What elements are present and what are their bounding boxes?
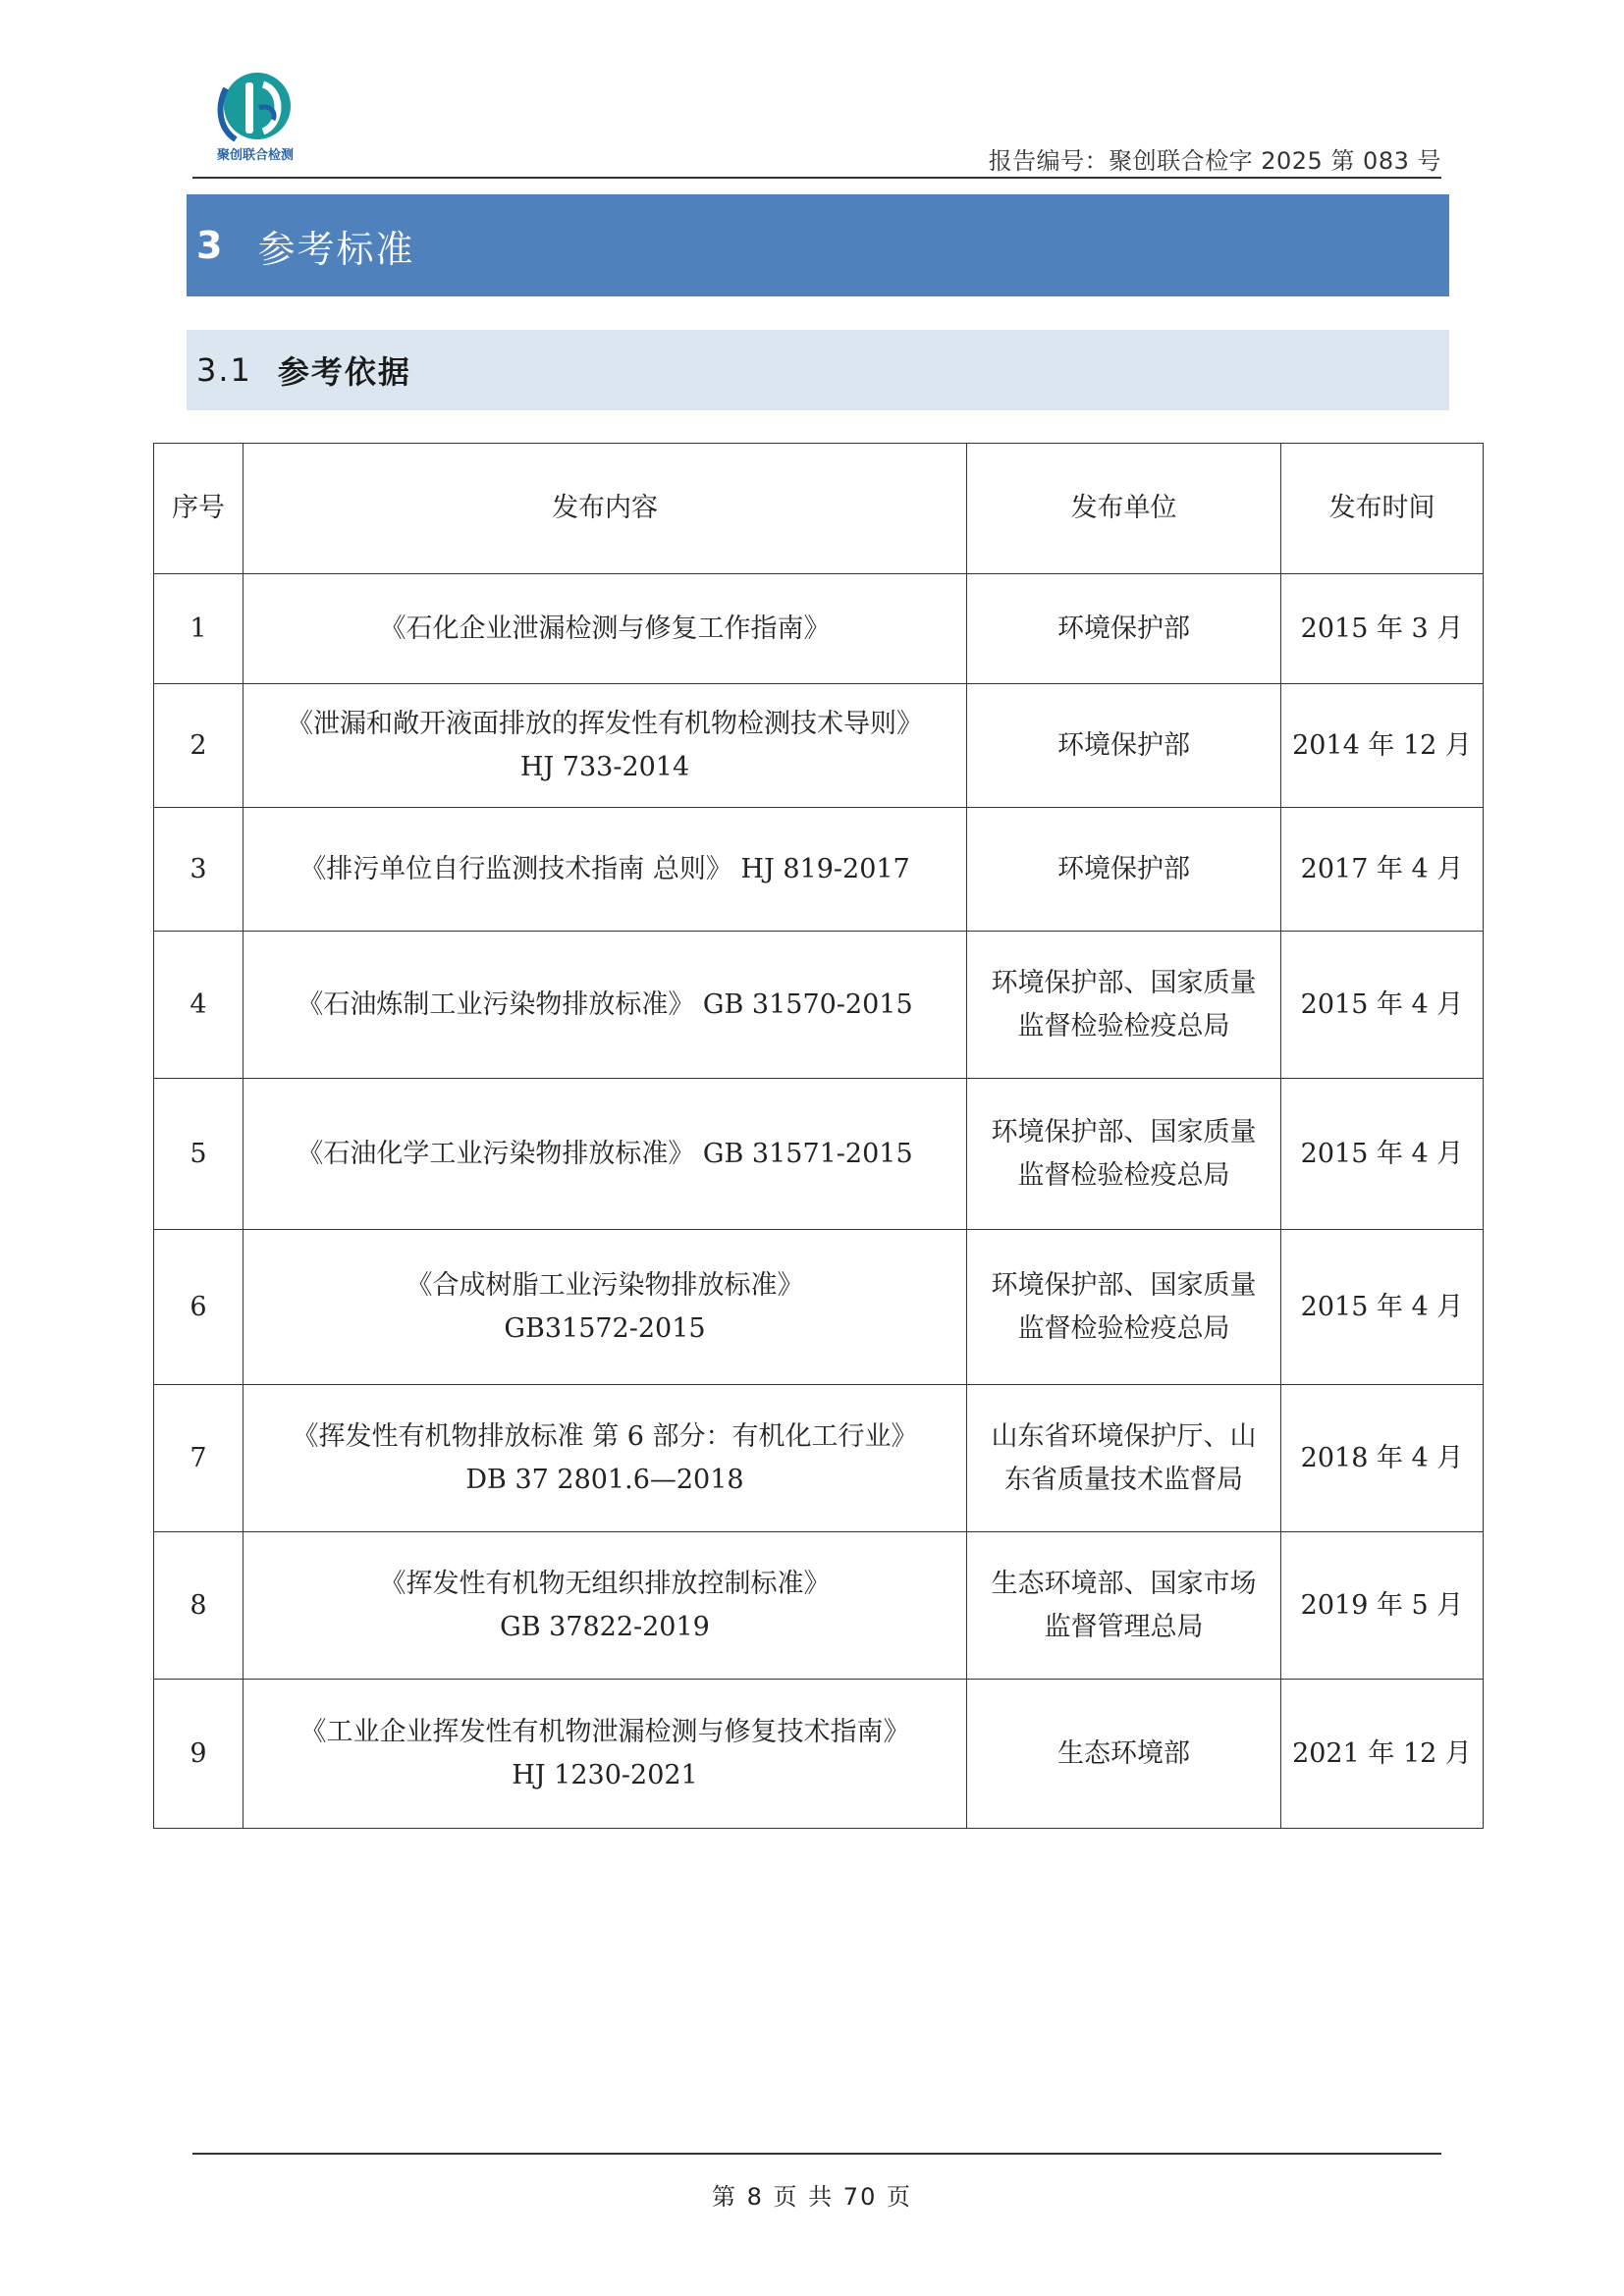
unit-line: 环境保护部、国家质量 bbox=[991, 1116, 1257, 1148]
row-date: 2015 年 3 月 bbox=[1281, 574, 1484, 684]
unit-line: 生态环境部 bbox=[1057, 1737, 1190, 1769]
subsection-title: 参考依据 bbox=[277, 353, 411, 391]
row-content bbox=[244, 574, 967, 684]
row-number: 4 bbox=[154, 932, 244, 1079]
table-row bbox=[154, 932, 1484, 1079]
content-line: 《泄漏和敞开液面排放的挥发性有机物检测技术导则》 bbox=[287, 708, 923, 739]
row-number: 1 bbox=[154, 574, 244, 684]
table-row bbox=[154, 808, 1484, 932]
section-title: 参考标准 bbox=[257, 227, 415, 271]
row-unit bbox=[967, 1680, 1281, 1829]
row-date: 2014 年 12 月 bbox=[1281, 684, 1484, 808]
row-content bbox=[244, 1230, 967, 1385]
unit-line: 山东省环境保护厅、山 bbox=[991, 1420, 1257, 1452]
table-row bbox=[154, 1079, 1484, 1230]
content-line: GB31572-2015 bbox=[504, 1312, 706, 1344]
row-date: 2018 年 4 月 bbox=[1281, 1385, 1484, 1532]
content-line: 《排污单位自行监测技术指南 总则》 HJ 819-2017 bbox=[299, 853, 910, 884]
unit-line: 环境保护部、国家质量 bbox=[991, 967, 1257, 998]
section-number: 3 bbox=[196, 224, 225, 267]
content-line: GB 37822-2019 bbox=[500, 1611, 710, 1642]
content-line: HJ 1230-2021 bbox=[512, 1759, 698, 1790]
row-unit bbox=[967, 1230, 1281, 1385]
row-number: 5 bbox=[154, 1079, 244, 1230]
content-line: 《石油炼制工业污染物排放标准》 GB 31570-2015 bbox=[297, 988, 913, 1020]
standards-table bbox=[153, 443, 1484, 1829]
page-number: 第 8 页 共 70 页 bbox=[712, 2183, 912, 2211]
report-number: 报告编号：聚创联合检字 2025 第 083 号 bbox=[988, 147, 1441, 175]
table-row bbox=[154, 574, 1484, 684]
header-cell-no: 序号 bbox=[154, 444, 244, 574]
row-unit bbox=[967, 808, 1281, 932]
row-number: 8 bbox=[154, 1532, 244, 1680]
header-rule bbox=[192, 177, 1441, 179]
unit-line: 环境保护部 bbox=[1057, 729, 1190, 761]
row-unit bbox=[967, 574, 1281, 684]
unit-line: 监督检验检疫总局 bbox=[1017, 1010, 1230, 1041]
unit-line: 环境保护部 bbox=[1057, 853, 1190, 884]
section-heading bbox=[187, 194, 1449, 296]
row-content bbox=[244, 684, 967, 808]
content-line: 《工业企业挥发性有机物泄漏检测与修复技术指南》 bbox=[299, 1716, 910, 1747]
row-content bbox=[244, 1385, 967, 1532]
company-logo bbox=[196, 69, 314, 167]
content-line: 《合成树脂工业污染物排放标准》 bbox=[406, 1269, 804, 1301]
content-line: DB 37 2801.6—2018 bbox=[465, 1464, 744, 1495]
logo-text: 聚创联合检测 bbox=[216, 148, 295, 163]
unit-line: 监督管理总局 bbox=[1044, 1611, 1204, 1642]
row-unit bbox=[967, 684, 1281, 808]
row-unit bbox=[967, 1079, 1281, 1230]
row-content bbox=[244, 1532, 967, 1680]
unit-line: 环境保护部 bbox=[1057, 613, 1190, 644]
subsection-number: 3.1 bbox=[196, 351, 252, 389]
row-content bbox=[244, 1079, 967, 1230]
unit-line: 环境保护部、国家质量 bbox=[991, 1269, 1257, 1301]
table-header-row bbox=[154, 444, 1484, 574]
row-date: 2021 年 12 月 bbox=[1281, 1680, 1484, 1829]
content-line: HJ 733-2014 bbox=[519, 751, 690, 782]
header-cell-date: 发布时间 bbox=[1281, 444, 1484, 574]
table-row bbox=[154, 1680, 1484, 1829]
row-number: 2 bbox=[154, 684, 244, 808]
unit-line: 监督检验检疫总局 bbox=[1017, 1312, 1230, 1344]
content-line: 《挥发性有机物排放标准 第 6 部分：有机化工行业》 bbox=[292, 1420, 918, 1452]
unit-line: 监督检验检疫总局 bbox=[1017, 1159, 1230, 1191]
row-unit bbox=[967, 932, 1281, 1079]
row-content bbox=[244, 1680, 967, 1829]
row-date: 2015 年 4 月 bbox=[1281, 1230, 1484, 1385]
row-date: 2019 年 5 月 bbox=[1281, 1532, 1484, 1680]
row-content bbox=[244, 808, 967, 932]
table-row bbox=[154, 1230, 1484, 1385]
row-date: 2017 年 4 月 bbox=[1281, 808, 1484, 932]
footer-rule bbox=[192, 2153, 1441, 2155]
unit-line: 生态环境部、国家市场 bbox=[991, 1568, 1257, 1599]
table-row bbox=[154, 684, 1484, 808]
row-number: 3 bbox=[154, 808, 244, 932]
row-date: 2015 年 4 月 bbox=[1281, 1079, 1484, 1230]
subsection-heading bbox=[187, 330, 1449, 410]
header-cell-content: 发布内容 bbox=[244, 444, 967, 574]
row-number: 7 bbox=[154, 1385, 244, 1532]
row-number: 6 bbox=[154, 1230, 244, 1385]
content-line: 《石化企业泄漏检测与修复工作指南》 bbox=[379, 613, 831, 644]
content-line: 《挥发性有机物无组织排放控制标准》 bbox=[379, 1568, 831, 1599]
header-cell-unit: 发布单位 bbox=[967, 444, 1281, 574]
content-line: 《石油化学工业污染物排放标准》 GB 31571-2015 bbox=[297, 1138, 913, 1169]
row-number: 9 bbox=[154, 1680, 244, 1829]
row-content bbox=[244, 932, 967, 1079]
row-unit bbox=[967, 1385, 1281, 1532]
table-row bbox=[154, 1385, 1484, 1532]
row-date: 2015 年 4 月 bbox=[1281, 932, 1484, 1079]
unit-line: 东省质量技术监督局 bbox=[1004, 1464, 1243, 1495]
row-unit bbox=[967, 1532, 1281, 1680]
table-row bbox=[154, 1532, 1484, 1680]
